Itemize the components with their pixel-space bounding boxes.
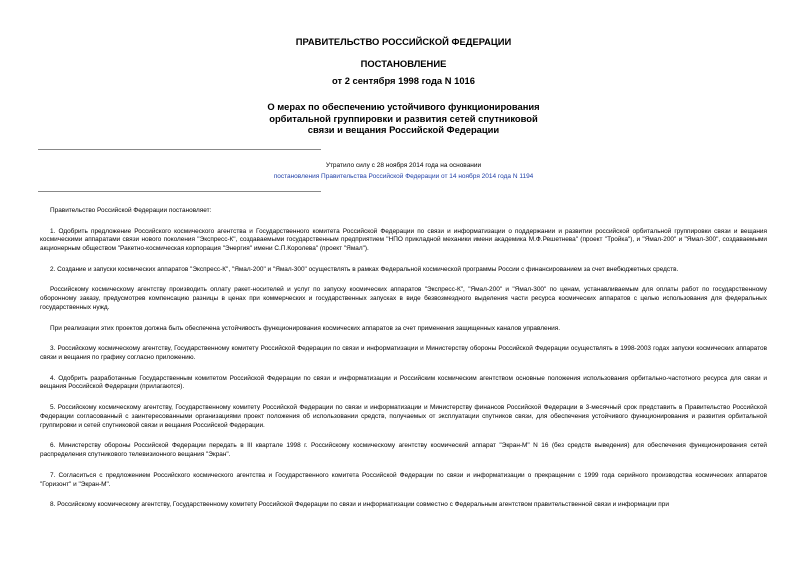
paragraph: Российскому космическому агентству производить оплату ракет-носителей и услуг по запуску космических аппаратов "Экспресс-К", "Ямал-200" и "Ямал-300" по ценам, устанавливаемым для оплаты работ по государственному оборонному заказу, предусмотрев компенсацию разницы в ценах при коммерческих и государственных запусках в виде безвозмездного выделения части ресурса космических аппаратов с целью использования для федеральных государственных нужд.: [40, 286, 767, 312]
paragraph: 5. Российскому космическому агентству, Государственному комитету Российской Федерации по связи и информатизации и Министерству финансов Российской Федерации в 3-месячный срок представить в Правительство Российской Федерации согласованный с заинтересованными организациями проект положения об использовании средств, получаемых от эксплуатации спутников связи, для обеспечения устойчивого функционирования и развития орбитальной группировки и сетей спутниковой связи и вещания Российской Федерации.: [40, 403, 767, 429]
document-title: [0, 101, 807, 136]
title-line: орбитальной группировки и развития сетей спутниковой: [269, 112, 538, 124]
paragraph: При реализации этих проектов должна быть обеспечена устойчивость функционирования космических аппаратов за счет применения защищенных каналов управления.: [50, 324, 561, 332]
document-date-number: от 2 сентября 1998 года N 1016: [332, 75, 475, 86]
document-body: [40, 207, 767, 522]
basis-link[interactable]: постановления Правительства Российской Федерации от 14 ноября 2014 года N 1194: [273, 173, 534, 180]
paragraph: 7. Согласиться с предложением Российского космического агентства и Государственного комитета Российской Федерации по связи и информатизации о прекращении с 1999 года серийного производства космических аппаратов "Горизонт" и "Экран-М".: [40, 471, 767, 488]
lost-force-note: Утратило силу с 28 ноября 2014 года на основании: [325, 162, 482, 169]
title-line: связи и вещания Российской Федерации: [307, 124, 500, 135]
issuing-body: ПРАВИТЕЛЬСТВО РОССИЙСКОЙ ФЕДЕРАЦИИ: [295, 36, 512, 47]
paragraph: 8. Российскому космическому агентству, Государственному комитету Российской Федерации по связи и информатизации совместно с Федеральным агентством правительственной связи и информации при: [50, 501, 669, 509]
divider: [38, 191, 321, 192]
paragraph: 1. Одобрить предложение Российского космического агентства и Государственного комитета Российской Федерации по связи и информатизации о поддержании и развитии российской орбитальной группировки связи и вещания космическими аппаратами связи нового поколения "Экспресс-К", создаваемыми государственным предприятием "НПО прикладной механики имени академика М.Ф.Решетнева" (проект "Тройка"), и "Ямал-200" и "Ямал-300", создаваемыми акционерным обществом "Ракетно-космическая корпорация "Энергия" имени С.П.Королева" (проект "Ямал").: [40, 227, 767, 253]
title-line: О мерах по обеспечению устойчивого функционирования: [267, 101, 540, 112]
paragraph: 3. Российскому космическому агентству, Государственному комитету Российской Федерации по связи и информатизации и Министерству обороны Российской Федерации осуществлять в 1998-2003 годах запуски космических аппаратов связи и вещания по графику согласно приложению.: [40, 345, 767, 362]
paragraph: 6. Министерству обороны Российской Федерации передать в III квартале 1998 г. Российскому космическому агентству космический аппарат "Экран-М" N 16 (без средств выведения) для обеспечения функционирования сетей распределения спутникового телевизионного вещания "Экран".: [40, 442, 767, 459]
paragraph: 2. Создание и запуски космических аппаратов "Экспресс-К", "Ямал-200" и "Ямал-300" осуществлять в рамках Федеральной космической программы России с финансированием за счет внебюджетных средств.: [50, 265, 679, 273]
divider: [38, 149, 321, 150]
paragraph: 4. Одобрить разработанные Государственным комитетом Российской Федерации по связи и информатизации и Российским космическим агентством основные положения использования орбитально-частотного ресурса для связи и вещания Российской Федерации (прилагаются).: [40, 374, 767, 391]
document-type: ПОСТАНОВЛЕНИЕ: [360, 58, 447, 69]
paragraph: Правительство Российской Федерации постановляет:: [50, 207, 212, 214]
